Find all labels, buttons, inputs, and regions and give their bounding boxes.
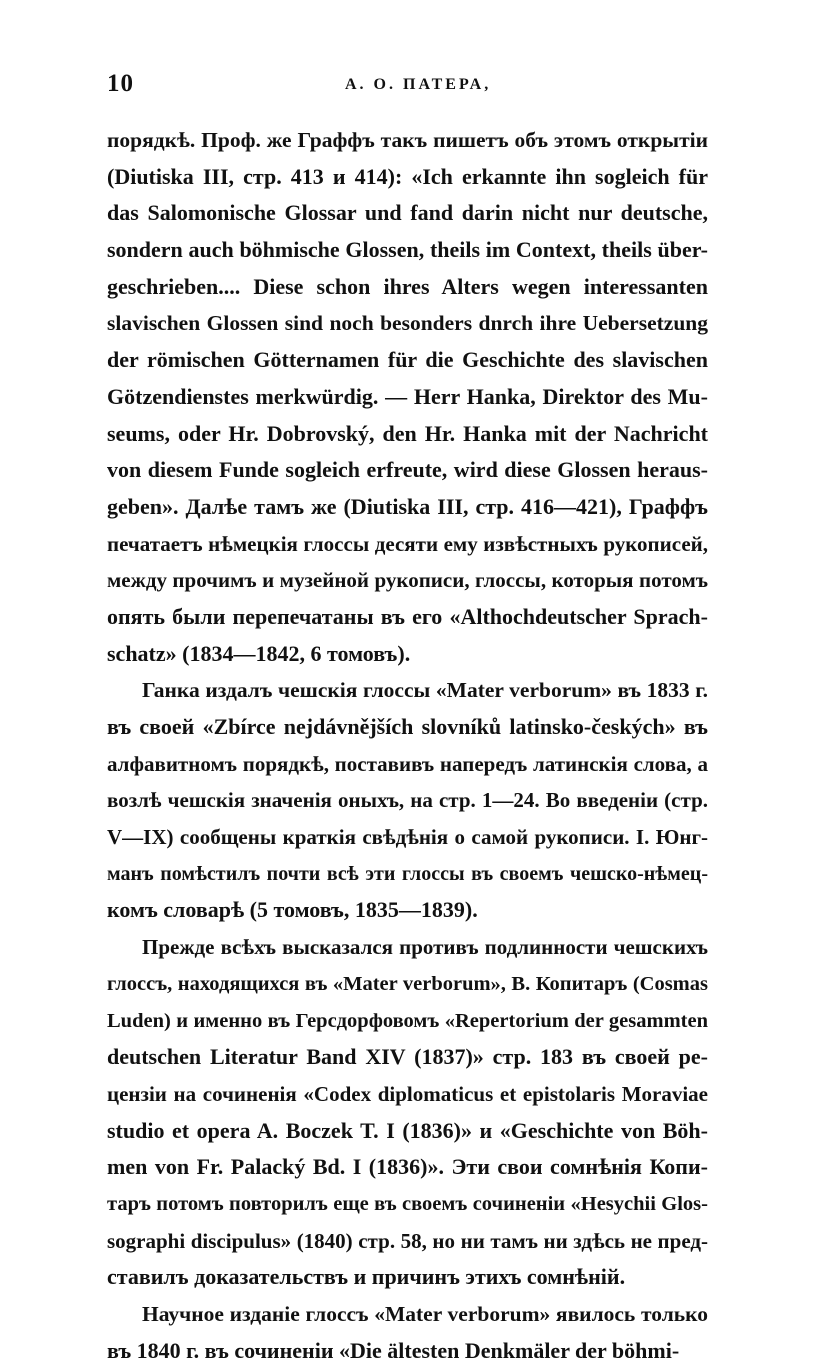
- page-number: 10: [107, 70, 134, 97]
- text-line: въ 1840 г. въ сочиненіи «Die ältesten Denkmäler der böhmi-: [107, 1337, 680, 1363]
- text-line: (Diutiska III, стр. 413 и 414): «Ich erkannte ihn sogleich für: [107, 163, 708, 189]
- text-line: манъ помѣстилъ почти всѣ эти глоссы въ своемъ чешско-нѣмец-: [107, 862, 708, 885]
- text-line: sographi discipulus» (1840) стр. 58, но ни тамъ ни здѣсь не пред-: [107, 1228, 708, 1253]
- paragraph: [107, 1296, 708, 1369]
- text-line: таръ потомъ повторилъ еще въ своемъ сочиненіи «Hesychii Glos-: [107, 1192, 708, 1215]
- text-line: deutschen Literatur Band XIV (1837)» стр. 183 въ своей ре-: [107, 1044, 708, 1070]
- text-line: studio et opera A. Boczek T. I (1836)» и «Geschichte von Böh-: [107, 1117, 708, 1143]
- text-line: между прочимъ и музейной рукописи, глоссы, которыя потомъ: [107, 568, 708, 593]
- text-line: sondern auch böhmische Glossen, theils im Context, theils über-: [107, 237, 708, 263]
- text-line: Прежде всѣхъ высказался противъ подлинности чешскихъ: [142, 935, 708, 960]
- text-line: slavischen Glossen sind noch besonders dnrch ihre Uebersetzung: [107, 311, 708, 336]
- text-line: Luden) и именно въ Герсдорфовомъ «Repertorium der gesammten: [107, 1009, 708, 1032]
- paragraph: [107, 929, 708, 1296]
- page-header: [107, 70, 707, 104]
- text-line: глоссъ, находящихся въ «Mater verborum», В. Копитаръ (Cosmas: [107, 972, 708, 995]
- running-head: А. О. ПАТЕРА,: [345, 76, 492, 93]
- text-line: алфавитномъ порядкѣ, поставивъ напередъ латинскія слова, а: [107, 751, 708, 776]
- text-line: Научное изданіе глоссъ «Mater verborum» явилось только: [142, 1302, 708, 1326]
- text-line: Götzendienstes merkwürdig. — Herr Hanka, Direktor des Mu-: [107, 383, 708, 409]
- text-line: ставилъ доказательствъ и причинъ этихъ сомнѣній.: [107, 1264, 626, 1290]
- text-line: возлѣ чешскія значенія оныхъ, на стр. 1—24. Во введеніи (стр.: [107, 788, 708, 813]
- text-line: schatz» (1834—1842, 6 томовъ).: [107, 640, 411, 666]
- text-line: комъ словарѣ (5 томовъ, 1835—1839).: [107, 897, 478, 923]
- text-line: печатаетъ нѣмецкія глоссы десяти ему извѣстныхъ рукописей,: [107, 531, 708, 556]
- text-line: V—IX) сообщены краткія свѣдѣнія о самой рукописи. I. Юнг-: [107, 825, 708, 850]
- text-line: geschrieben.... Diese schon ihres Alters wegen interessanten: [107, 273, 708, 299]
- body-text: [107, 122, 708, 1369]
- text-line: опять были перепечатаны въ его «Althochdeutscher Sprach-: [107, 603, 708, 629]
- text-line: das Salomonische Glossar und fand darin nicht nur deutsche,: [107, 200, 708, 226]
- paragraph: [107, 122, 708, 672]
- paragraph: [107, 672, 708, 929]
- text-line: seums, oder Hr. Dobrovský, den Hr. Hanka mit der Nachricht: [107, 420, 708, 446]
- text-line: въ своей «Zbírce nejdávnějších slovníků latinsko-českých» въ: [107, 714, 708, 739]
- text-line: Ганка издалъ чешскія глоссы «Mater verborum» въ 1833 г.: [142, 678, 708, 703]
- text-line: der römischen Götternamen für die Geschichte des slavischen: [107, 347, 708, 373]
- text-line: порядкѣ. Проф. же Граффъ такъ пишетъ объ этомъ открытіи: [107, 128, 708, 152]
- text-line: цензіи на сочиненія «Codex diplomaticus et epistolaris Moraviae: [107, 1081, 708, 1106]
- text-line: geben». Далѣе тамъ же (Diutiska III, стр. 416—421), Граффъ: [107, 493, 708, 519]
- text-line: von diesem Funde sogleich erfreute, wird diese Glossen heraus-: [107, 457, 708, 483]
- text-line: men von Fr. Palacký Bd. I (1836)». Эти свои сомнѣнія Копи-: [107, 1154, 708, 1180]
